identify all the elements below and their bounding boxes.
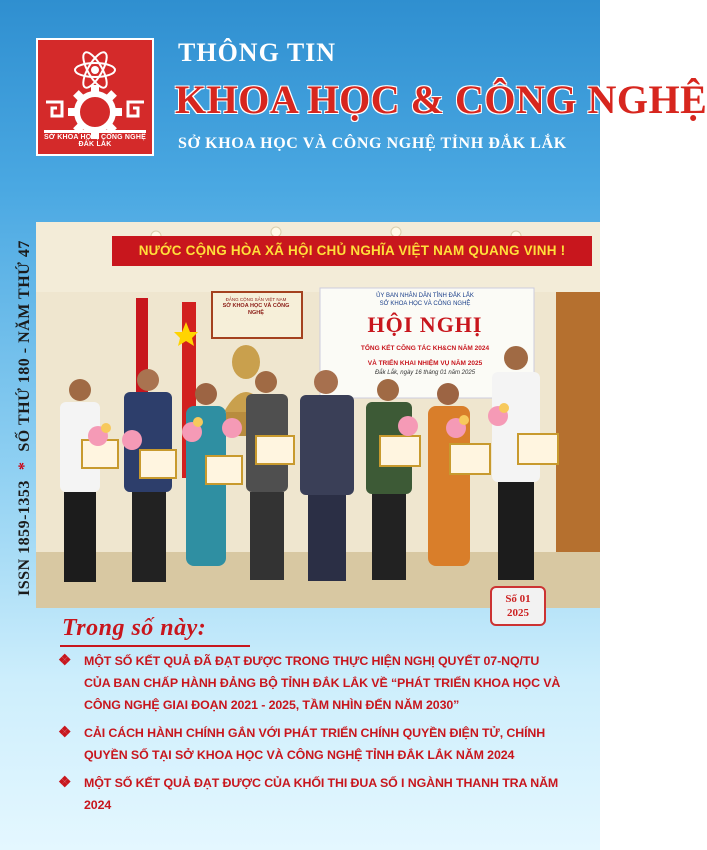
masthead-title: KHOA HỌC & CÔNG NGHỆ [175, 77, 707, 122]
contents-item-text: MỘT SỐ KẾT QUẢ ĐÃ ĐẠT ĐƯỢC TRONG THỰC HIỆN NGHỊ QUYẾT 07-NQ/TU CỦA BAN CHẤP HÀNH ĐẢNG BỘ TỈNH ĐẮK LẮK VỀ “PHÁT TRIỂN KHOA HỌC VÀ CÔNG NGHỆ GIAI ĐOẠN 2021 - 2025, TẦM NHÌN ĐẾN NĂM 2030” [84, 654, 561, 712]
issue-text: SỐ THỨ 180 - NĂM THỨ 47 [16, 240, 33, 452]
contents-title: Trong số này: [62, 615, 207, 641]
contents-item-text: CẢI CÁCH HÀNH CHÍNH GẮN VỚI PHÁT TRIỂN CHÍNH QUYỀN ĐIỆN TỬ, CHÍNH QUYỀN SỐ TẠI SỞ KHOA HỌC VÀ CÔNG NGHỆ TỈNH ĐẮK LẮK NĂM 2024 [84, 726, 546, 762]
masthead-publisher: SỞ KHOA HỌC VÀ CÔNG NGHỆ TỈNH ĐẮK LẮK [178, 135, 567, 152]
side-issn-issue [16, 240, 34, 596]
issue-badge [490, 586, 546, 626]
plaque-line1: ĐẢNG CỘNG SẢN VIỆT NAM [225, 297, 287, 302]
photo-plaque [214, 296, 298, 317]
masthead-line1: THÔNG TIN [178, 38, 337, 67]
contents-item[interactable] [58, 650, 568, 716]
board-line2: SỞ KHOA HỌC VÀ CÔNG NGHỆ [379, 301, 471, 307]
diamond-bullet-icon: ❖ [58, 724, 72, 741]
contents-item[interactable] [58, 772, 568, 816]
issn-text: ISSN 1859-1353 [16, 480, 33, 596]
board-title: HỘI NGHỊ [367, 312, 483, 337]
side-separator: * [16, 461, 33, 471]
conference-board [320, 292, 530, 376]
issue-badge-number: Số 01 [505, 593, 531, 605]
diamond-bullet-icon: ❖ [58, 774, 72, 791]
plaque-line2: SỞ KHOA HỌC VÀ CÔNG NGHỆ [222, 303, 290, 316]
cover-photo [36, 222, 600, 608]
diamond-bullet-icon: ❖ [58, 652, 72, 669]
award-ceremony-photo [36, 222, 600, 608]
board-line4: VÀ TRIỂN KHAI NHIỆM VỤ NĂM 2025 [367, 360, 483, 367]
logo-caption: SỞ KHOA HỌC, CÔNG NGHỆ ĐẮK LẮK [44, 134, 146, 148]
contents-item[interactable] [58, 722, 568, 766]
board-date: Đắk Lắk, ngày 16 tháng 01 năm 2025 [374, 370, 476, 376]
issue-badge-year: 2025 [507, 607, 529, 619]
board-line3: TỔNG KẾT CÔNG TÁC KH&CN NĂM 2024 [360, 345, 490, 352]
contents-list [58, 650, 568, 822]
contents-item-text: MỘT SỐ KẾT QUẢ ĐẠT ĐƯỢC CỦA KHỐI THI ĐUA SỐ I NGÀNH THANH TRA NĂM 2024 [84, 776, 559, 812]
logo [36, 38, 154, 156]
contents-underline [60, 645, 250, 647]
board-line1: ỦY BAN NHÂN DÂN TỈNH ĐẮK LẮK [376, 293, 474, 299]
photo-banner-text: NƯỚC CỘNG HÒA XÃ HỘI CHỦ NGHĨA VIỆT NAM QUANG VINH ! [138, 243, 566, 258]
